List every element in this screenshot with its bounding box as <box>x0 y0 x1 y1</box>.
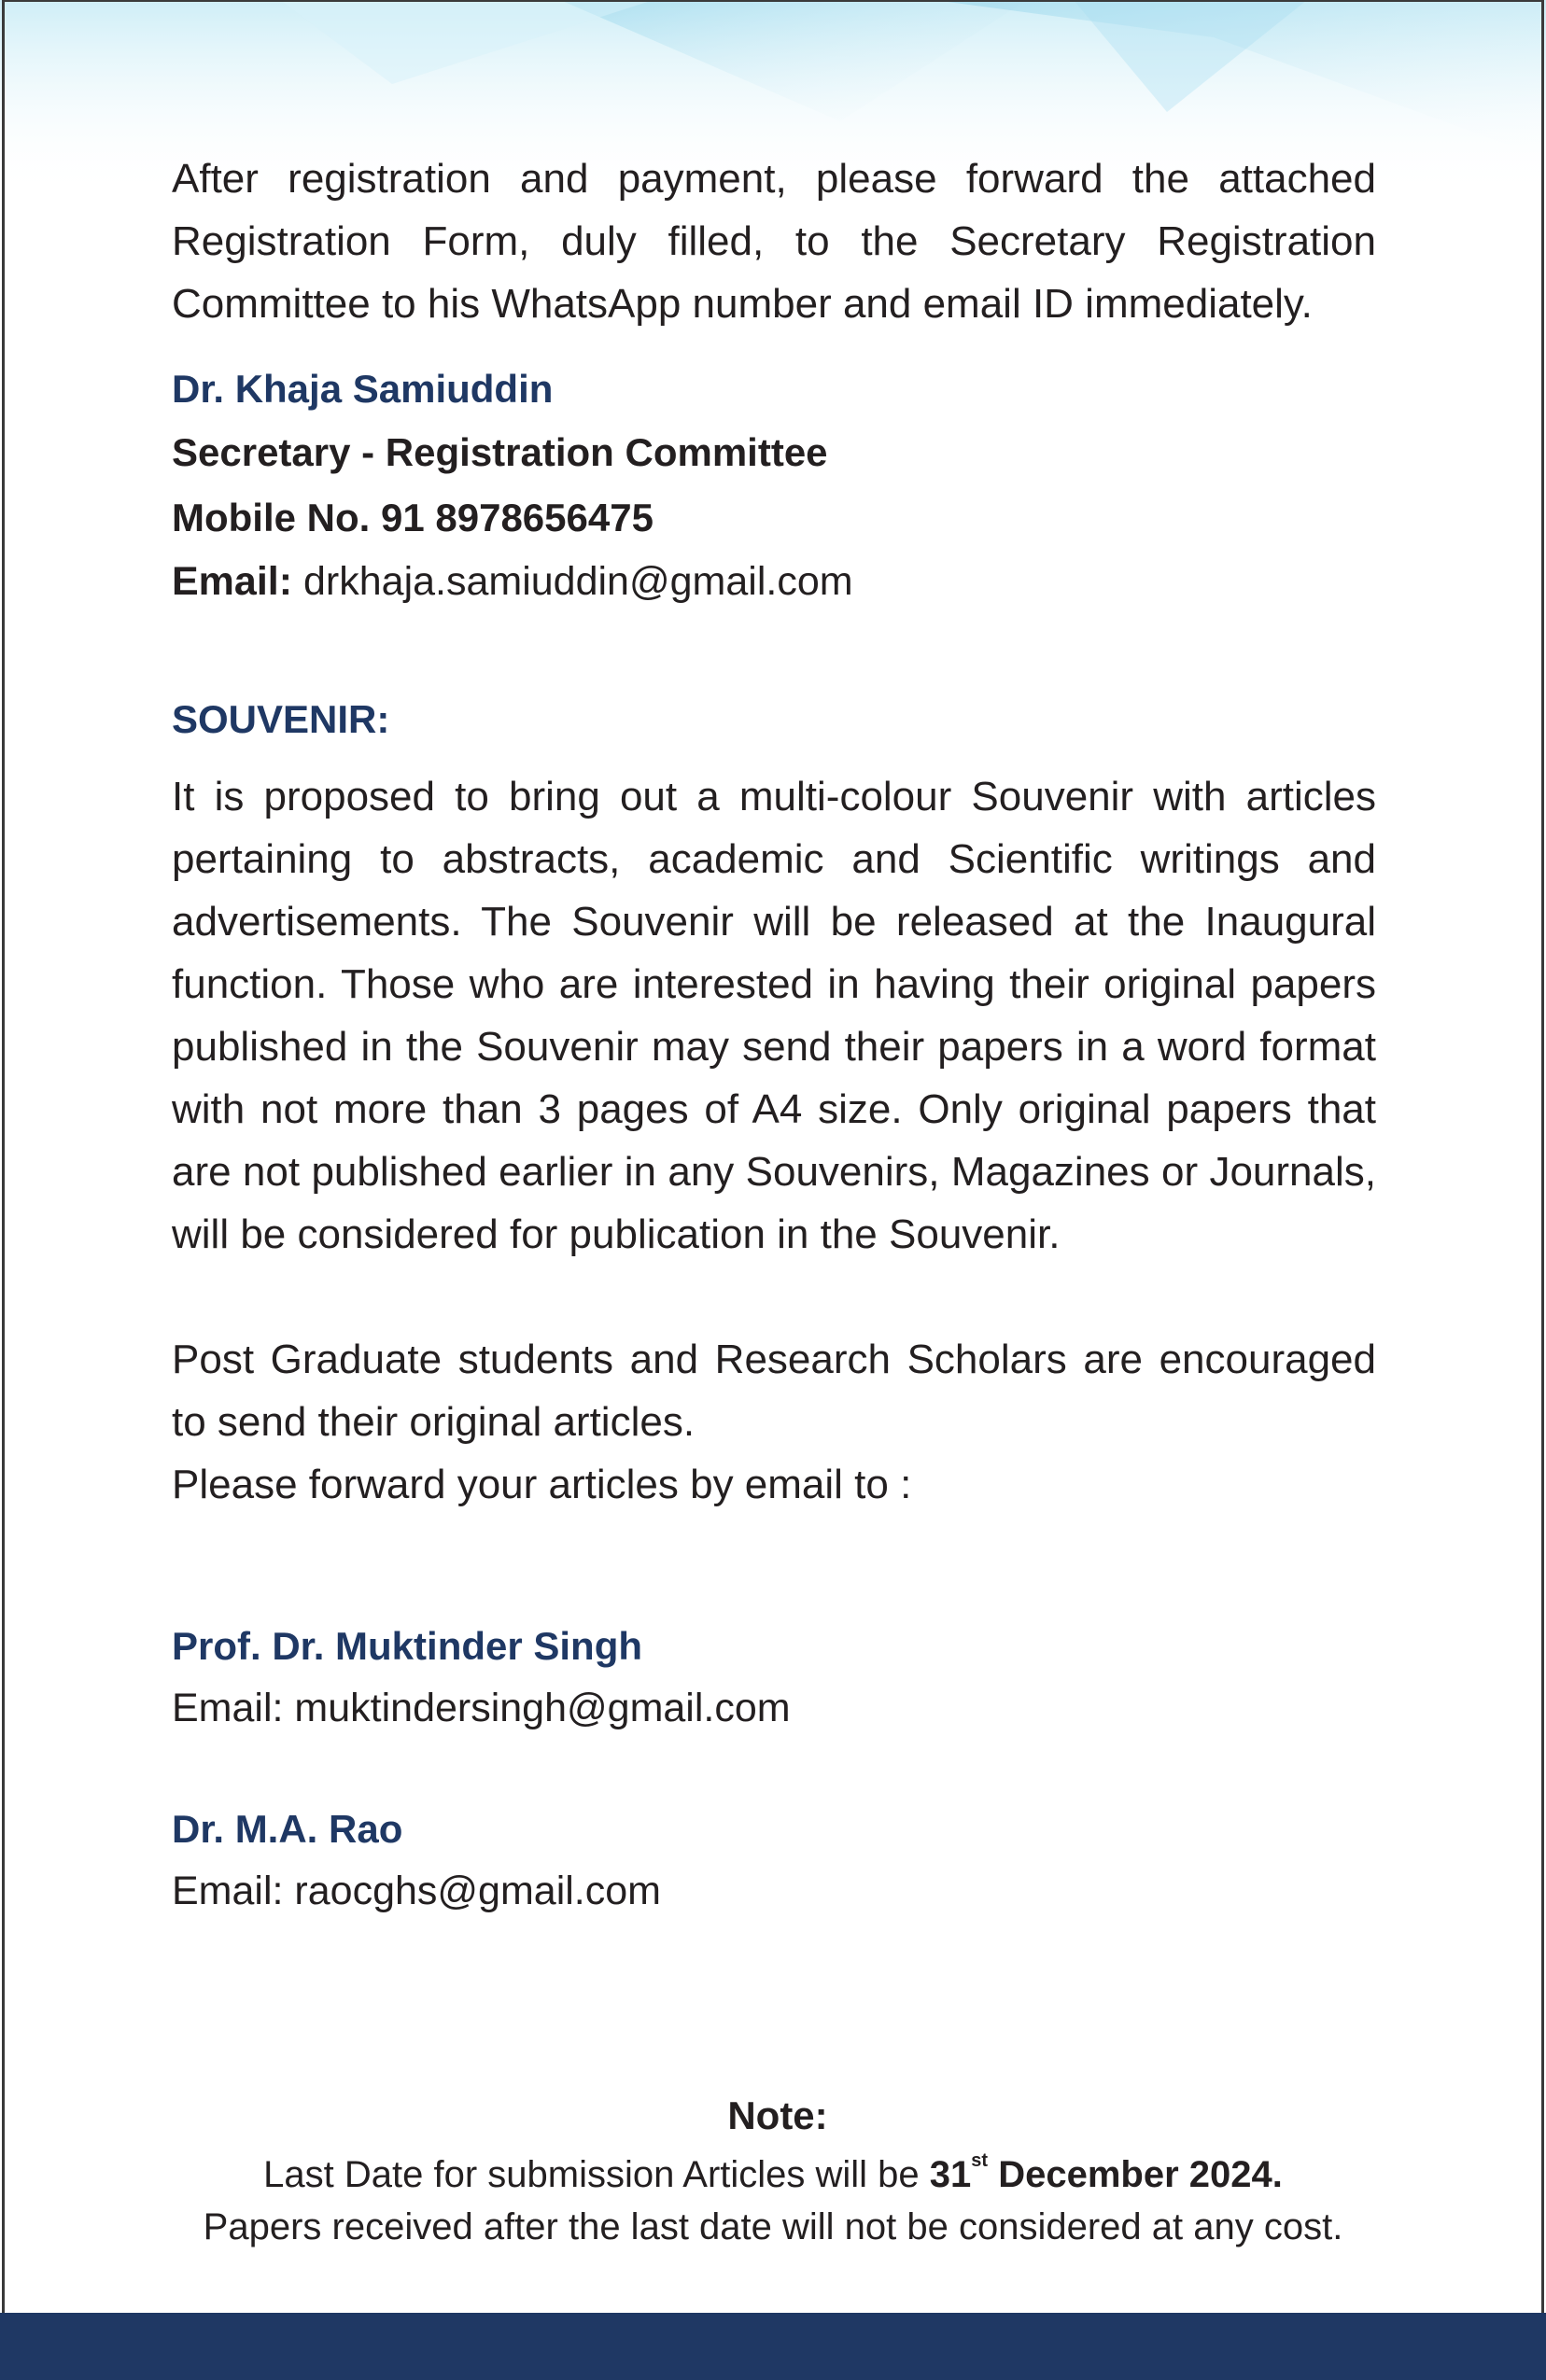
article-contact-email: Email: muktindersingh@gmail.com <box>172 1686 791 1730</box>
registration-contact-mobile: Mobile No. 91 8978656475 <box>172 496 654 539</box>
registration-contact-name: Dr. Khaja Samiuddin <box>172 367 554 411</box>
deadline-day: 31 <box>929 2154 972 2195</box>
registration-contact-email-line <box>172 551 1376 613</box>
late-papers-line: Papers received after the last date will not be considered at any cost. <box>203 2206 1343 2247</box>
deadline-date <box>929 2150 1283 2195</box>
article-contact-name: Dr. M.A. Rao <box>172 1807 403 1851</box>
deadline-line <box>0 2149 1546 2201</box>
deadline-day-suffix: st <box>971 2150 989 2171</box>
forward-line: Please forward your articles by email to : <box>172 1462 912 1507</box>
encourage-paragraph: Post Graduate students and Research Scholars are encouraged to send their original articles. <box>172 1337 1376 1445</box>
deadline-prefix: Last Date for submission Articles will be <box>263 2154 930 2195</box>
souvenir-heading: SOUVENIR: <box>172 697 390 741</box>
registration-contact-email: drkhaja.samiuddin@gmail.com <box>303 559 853 604</box>
deadline-month-year: December 2024. <box>988 2154 1283 2195</box>
note-title: Note: <box>727 2093 828 2137</box>
note-section <box>0 2083 1546 2253</box>
souvenir-paragraph: It is proposed to bring out a multi-colour Souvenir with articles pertaining to abstracts, academic and Scientific writings and advertisements. The Souvenir will be released at the Inaugural function. Those who are interested in having their original papers published in the Souvenir may send their papers in a word format with not more than 3 pages of A4 size. Only original papers that are not published earlier in any Souvenirs, Magazines or Journals, will be considered for publication in the Souvenir. <box>172 774 1376 1257</box>
footer-bar <box>0 2313 1546 2380</box>
article-contact-name: Prof. Dr. Muktinder Singh <box>172 1624 643 1668</box>
article-contact-email: Email: raocghs@gmail.com <box>172 1869 661 1913</box>
document-body <box>172 147 1376 1923</box>
intro-paragraph: After registration and payment, please forward the attached Registration Form, duly filled, to the Secretary Registration Committee to his WhatsApp number and email ID immediately. <box>172 156 1376 327</box>
email-label: Email: <box>172 559 293 604</box>
registration-contact-role: Secretary - Registration Committee <box>172 430 828 474</box>
